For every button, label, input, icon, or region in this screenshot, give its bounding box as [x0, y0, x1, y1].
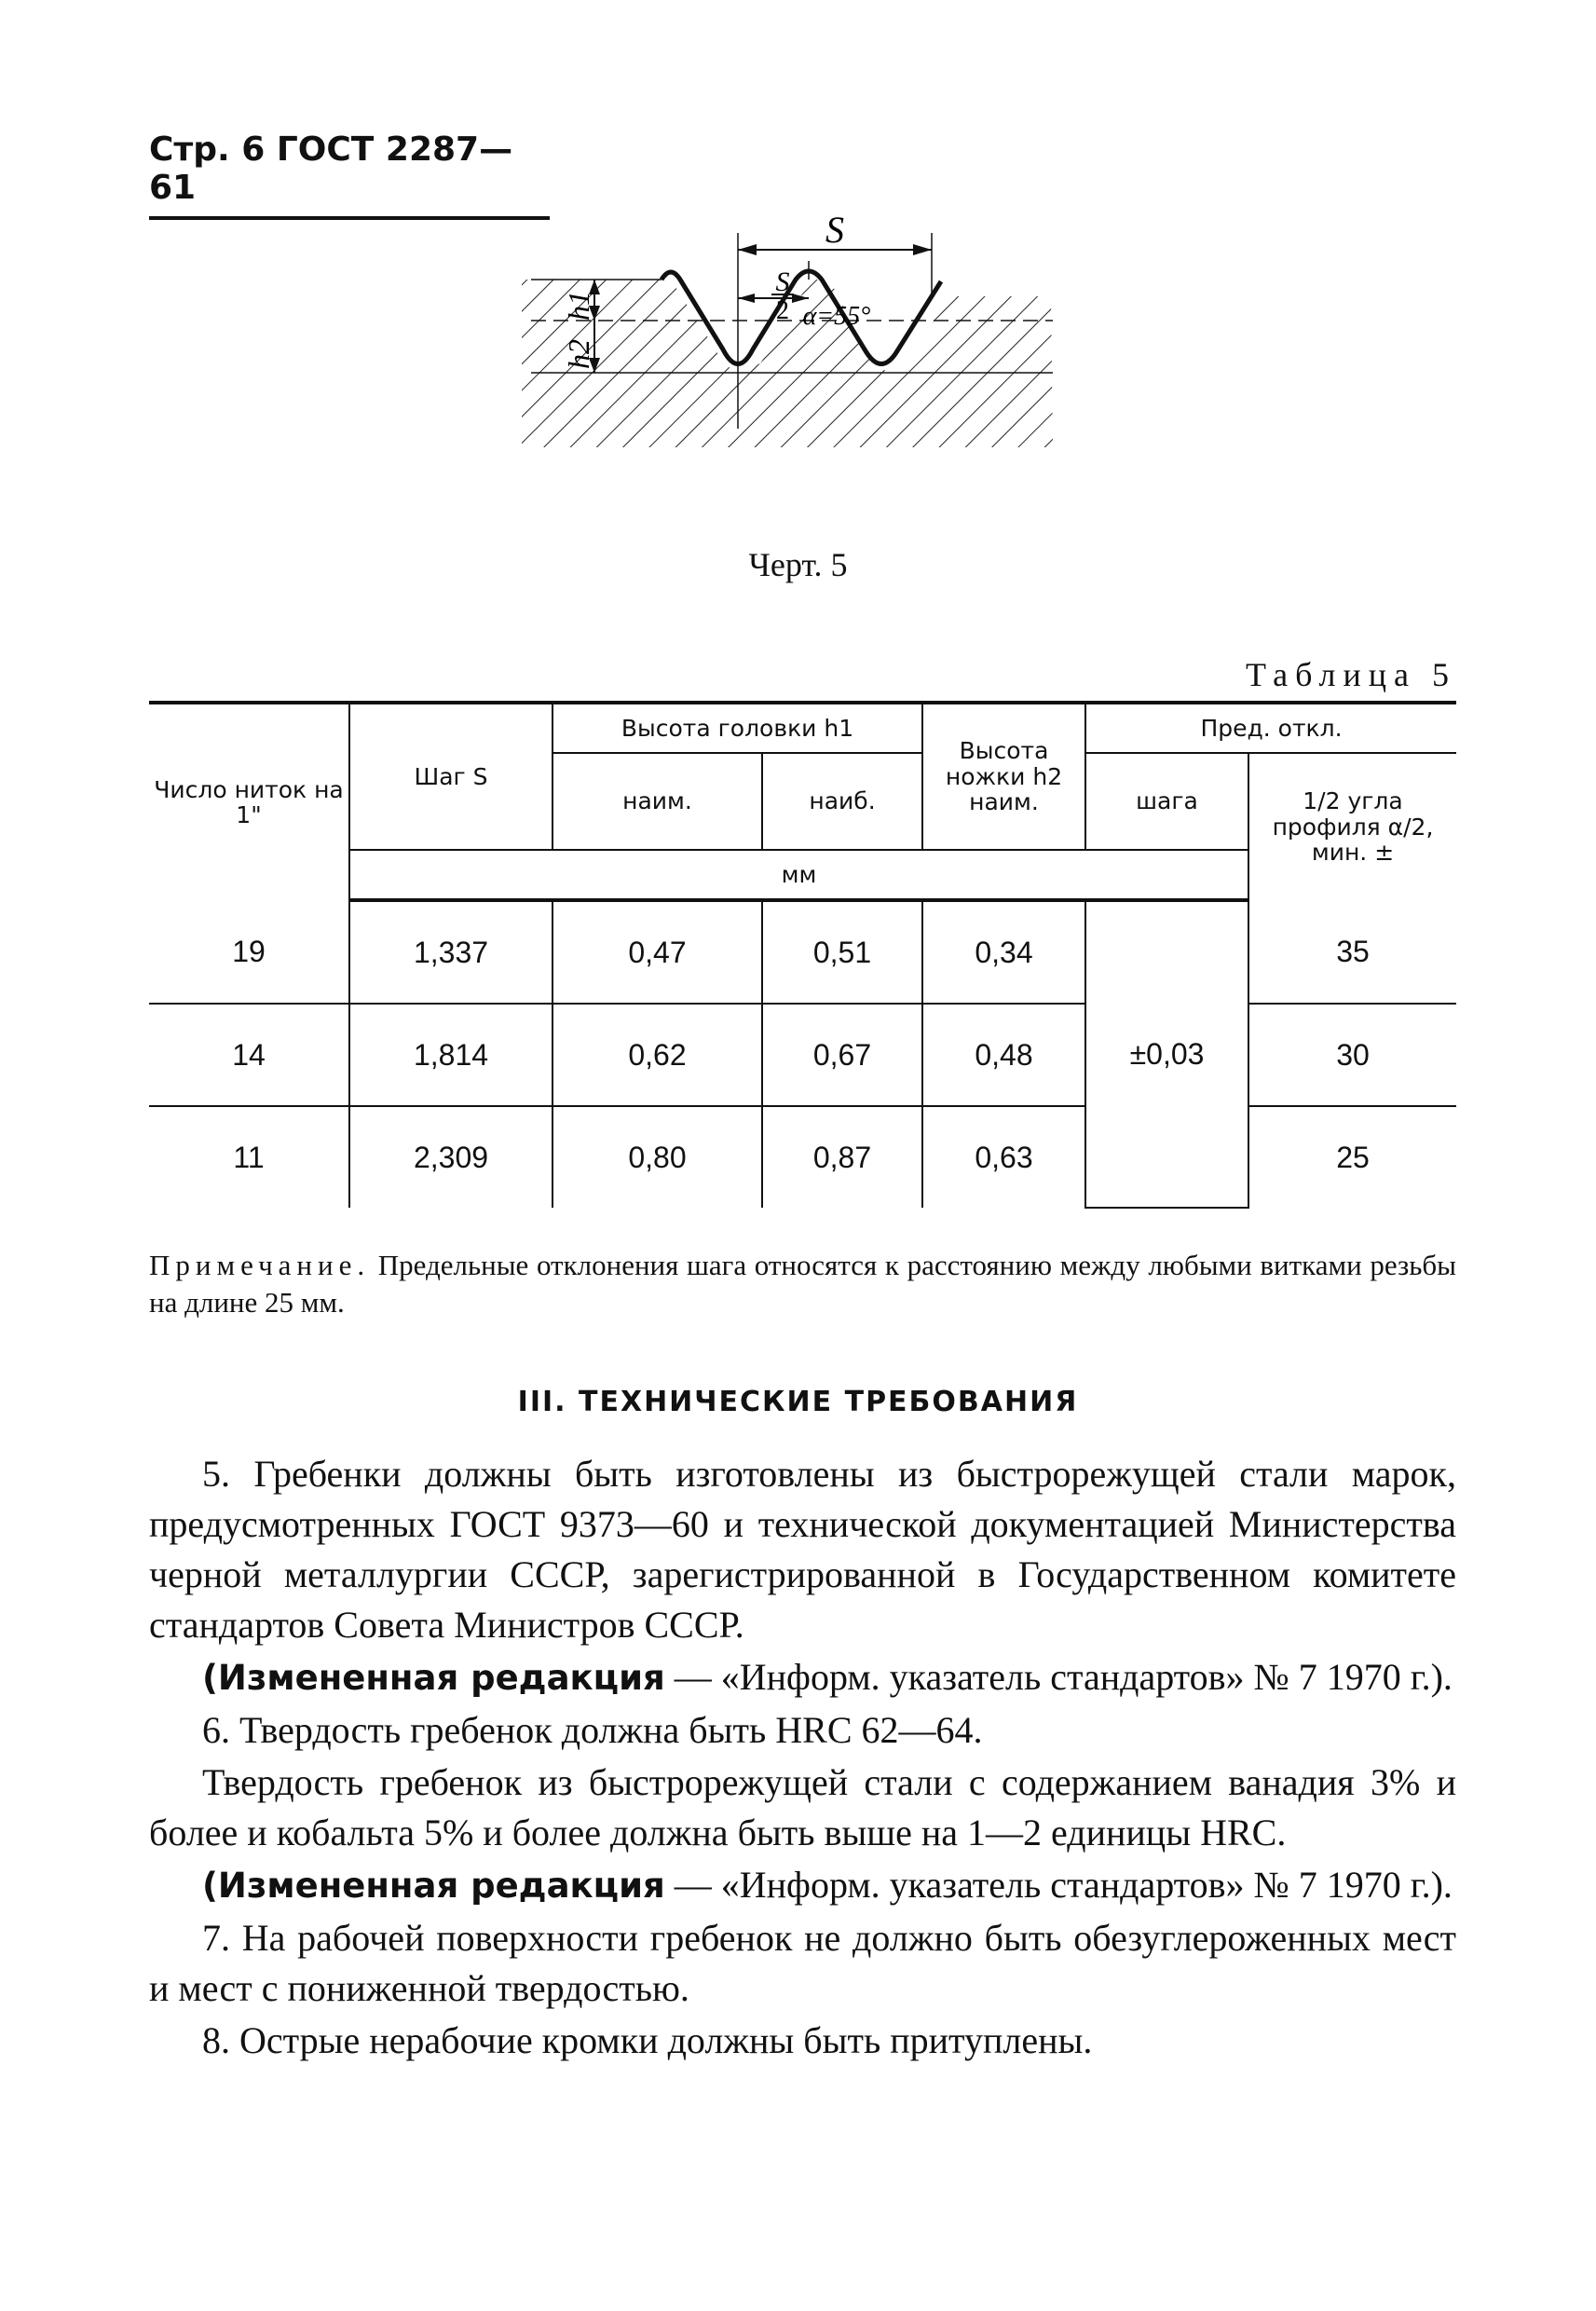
header-tol-angle: 1/2 угла профиля α/2, мин. ± [1248, 753, 1456, 900]
cell-head-min: 0,62 [552, 1004, 762, 1106]
header-units: мм [349, 850, 1248, 900]
cell-head-max: 0,51 [762, 900, 922, 1004]
cell-threads: 19 [149, 900, 349, 1004]
cell-threads: 14 [149, 1004, 349, 1106]
cell-foot: 0,34 [922, 900, 1085, 1004]
header-threads: Число ниток на 1" [149, 703, 349, 900]
cell-head-max: 0,87 [762, 1106, 922, 1208]
note-text: Предельные отклонения шага относятся к расстоянию между любыми витками резьбы на длине 25 мм. [149, 1249, 1456, 1319]
edit-text: — «Информ. указатель стандартов» № 7 1970 г.). [664, 1864, 1453, 1906]
header-head-max: наиб. [762, 753, 922, 850]
cell-head-max: 0,67 [762, 1004, 922, 1106]
clause-7: 7. На рабочей поверхности гребенок не должно быть обезуглероженных мест и мест с пониженной твердостью. [149, 1917, 1456, 2009]
header-head-height: Высота головки h1 [552, 703, 922, 753]
pitch-label: S [825, 209, 844, 251]
header-foot-height: Высота ножки h2 наим. [922, 703, 1085, 850]
clause-6-edit [149, 1860, 1456, 1911]
header-tol-pitch: шага [1085, 753, 1248, 850]
clause-5-edit [149, 1652, 1456, 1703]
requirements-text [149, 1449, 1456, 2068]
table-note [149, 1247, 1456, 1321]
edit-label: (Измененная редакция [202, 1658, 665, 1698]
edit-text: — «Информ. указатель стандартов» № 7 1970 г.). [664, 1656, 1453, 1698]
table-row [149, 1004, 1456, 1106]
edit-label: (Измененная редакция [202, 1866, 665, 1906]
cell-head-min: 0,47 [552, 900, 762, 1004]
clause-6-extra: Твердость гребенок из быстрорежущей стали с содержанием ванадия 3% и более и кобальта 5% и более должна быть выше на 1—2 единицы HRC. [149, 1761, 1456, 1853]
half-pitch-label-num: S [775, 267, 790, 297]
thread-spec-table [149, 701, 1456, 1209]
clause-5: 5. Гребенки должны быть изготовлены из быстрорежущей стали марок, предусмотренных ГОСТ 9373—60 и технической документацией Министерства черной металлургии СССР, зарегистрированной в Государственном комитете стандартов Совета Министров СССР. [149, 1453, 1456, 1646]
h2-label: h2 [562, 339, 595, 369]
section-title: III. ТЕХНИЧЕСКИЕ ТРЕБОВАНИЯ [517, 1386, 1079, 1418]
cell-angle: 25 [1248, 1106, 1456, 1208]
figure-caption: Черт. 5 [748, 546, 848, 583]
cell-foot: 0,63 [922, 1106, 1085, 1208]
header-head-min: наим. [552, 753, 762, 850]
clause-8: 8. Острые нерабочие кромки должны быть притуплены. [202, 2019, 1093, 2061]
cell-foot: 0,48 [922, 1004, 1085, 1106]
half-pitch-label-den: 2 [776, 296, 789, 325]
header-pitch: Шаг S [349, 703, 552, 850]
h1-label: h1 [562, 291, 595, 321]
cell-angle: 30 [1248, 1004, 1456, 1106]
table-row [149, 1106, 1456, 1208]
angle-label: α=55° [802, 302, 871, 331]
note-label: Примечание. [149, 1249, 371, 1281]
table-title: Таблица 5 [1246, 656, 1456, 693]
cell-pitch: 2,309 [349, 1106, 552, 1208]
thread-profile-overlay [531, 209, 1109, 522]
page-header: Стр. 6 ГОСТ 2287—61 [149, 130, 550, 220]
cell-pitch-tolerance: ±0,03 [1085, 900, 1248, 1208]
table-row [149, 900, 1456, 1004]
cell-threads: 11 [149, 1106, 349, 1208]
cell-head-min: 0,80 [552, 1106, 762, 1208]
cell-pitch: 1,814 [349, 1004, 552, 1106]
clause-6: 6. Твердость гребенок должна быть HRC 62—64. [202, 1709, 983, 1751]
cell-angle: 35 [1248, 900, 1456, 1004]
header-tolerance: Пред. откл. [1085, 703, 1456, 753]
cell-pitch: 1,337 [349, 900, 552, 1004]
